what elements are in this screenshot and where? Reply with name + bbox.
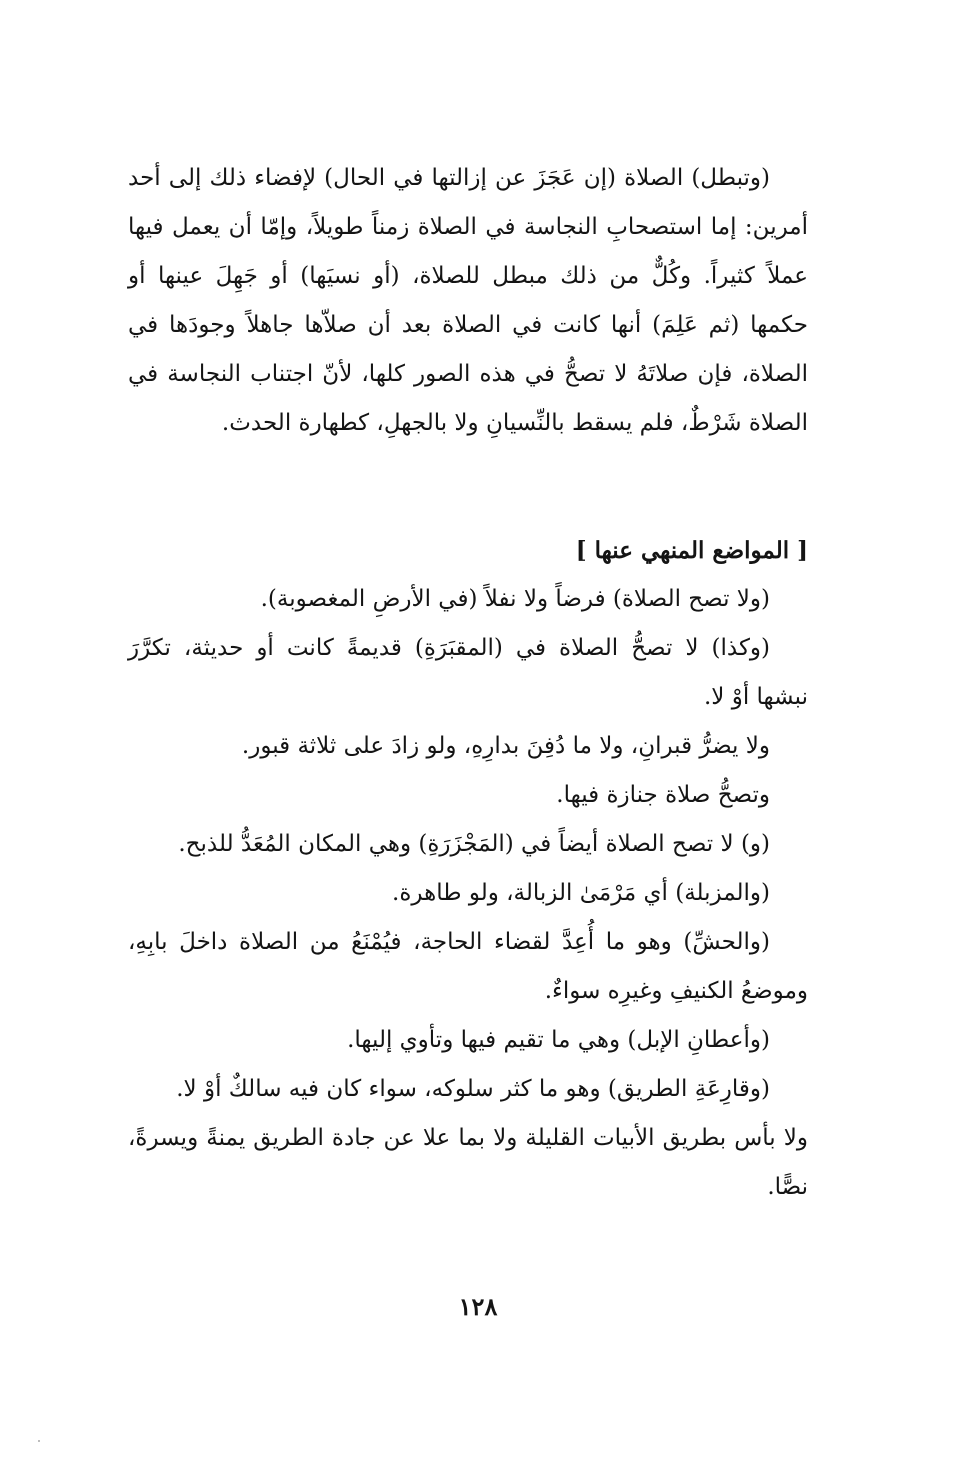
paragraph-graves: ولا يضرُّ قبرانِ، ولا ما دُفِنَ بدارِهِ، ولو زادَ على ثلاثة قبور. [241, 733, 770, 759]
paragraph-road: (وقارِعَةِ الطريق) وهو ما كثر سلوكه، سواء كان فيه سالكٌ أوْ لا. [176, 1076, 770, 1102]
scan-speck [38, 1440, 40, 1442]
page-number: ١٢٨ [458, 1292, 498, 1321]
paragraph-cemetery: (وكذا) لا تصحُّ الصلاة في (المقبَرَةِ) قديمةً كانت أو حديثة، تكرَّرَ نبشها أوْ لا. [128, 635, 808, 710]
paragraph-invalidation: (وتبطل) الصلاة (إن عَجَزَ عن إزالتها في الحال) لإفضاء ذلك إلى أحد أمرين: إما استصحابِ النجاسة في الصلاة زمناً طويلاً، وإمّا أن يعمل فيها عملاً كثيراً. وكُلٌّ من ذلك مبطل للصلاة، (أو نسيَها) أو جَهِلَ عينها أو حكمها (ثم عَلِمَ) أنها كانت في الصلاة بعد أن صلاّها جاهلاً وجودَها في الصلاة، فإن صلاتَهُ لا تصحُّ في هذه الصور كلها، لأنّ اجتناب النجاسة في الصلاة شَرْطٌ، فلم يسقط بالنِّسيانِ ولا بالجهلِ، كطهارة الحدث. [128, 165, 808, 436]
paragraph-latrine: (والحشِّ) وهو ما أُعِدَّ لقضاء الحاجة، فيُمْنَعُ من الصلاة داخلَ بابِهِ، وموضعُ الكنيفِ وغيرِه سواءٌ. [128, 929, 808, 1004]
paragraph-dump: (والمزبلة) أي مَرْمَىٰ الزبالة، ولو طاهرة. [392, 880, 770, 906]
paragraph-slaughterhouse: (و) لا تصح الصلاة أيضاً في (المَجْزَرَةِ) وهي المكان المُعَدُّ للذبح. [178, 831, 770, 857]
section-spacer [128, 448, 808, 526]
page-body [128, 154, 808, 1212]
section-body [128, 575, 808, 1212]
paragraph-camel-pens: (وأعطانِ الإبل) وهي ما تقيم فيها وتأوي إليها. [347, 1027, 770, 1053]
section-heading: [ المواضع المنهي عنها ] [575, 537, 808, 564]
paragraph-funeral-prayer: وتصحُّ صلاة جنازة فيها. [556, 782, 770, 808]
paragraph-usurped-land: (ولا تصح الصلاة) فرضاً ولا نفلاً (في الأرضِ المغصوبة). [260, 586, 770, 612]
paragraph-no-harm: ولا بأس بطريق الأبيات القليلة ولا بما علا عن جادة الطريق يمنةً ويسرةً، نصًّا. [128, 1125, 808, 1200]
